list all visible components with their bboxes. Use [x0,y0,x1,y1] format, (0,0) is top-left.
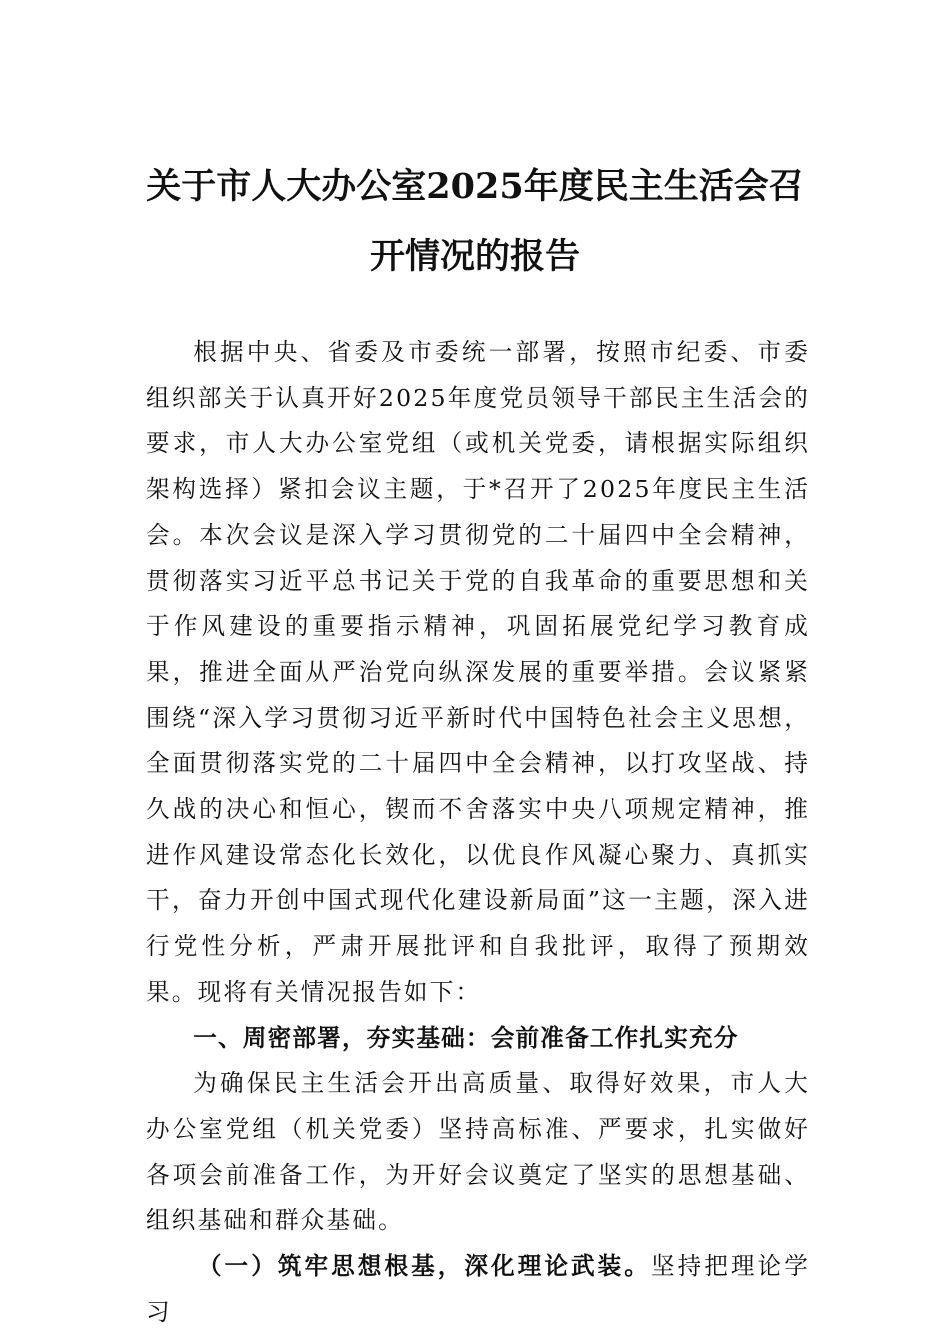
document-title [130,152,820,292]
title-line-2: 开情况的报告 [369,236,580,277]
subsection-heading-1: （一）筑牢思想根基，深化理论武装。 [197,1252,651,1281]
paragraph-preparation: 为确保民主生活会开出高质量、取得好效果，市人大办公室党组（机关党委）坚持高标准、严要求，扎实做好各项会前准备工作，为开好会议奠定了坚实的思想基础、组织基础和群众基础。 [146,1069,810,1235]
subsection-text-start: 坚持把理论学习 [146,1252,810,1326]
section-heading-1: 一、周密部署，夯实基础：会前准备工作扎实充分 [193,1023,739,1052]
document-body [146,330,810,1335]
paragraph-subsection-1 [146,1244,810,1335]
title-line-1: 关于市人大办公室2025年度民主生活会召 [146,166,804,207]
paragraph-intro: 根据中央、省委及市委统一部署，按照市纪委、市委组织部关于认真开好2025年度党员领导干部民主生活会的要求，市人大办公室党组（或机关党委，请根据实际组织架构选择）紧扣会议主题，于*召开了2025年度民主生活会。本次会议是深入学习贯彻党的二十届四中全会精神，贯彻落实习近平总书记关于党的自我革命的重要思想和关于作风建设的重要指示精神，巩固拓展党纪学习教育成果，推进全面从严治党向纵深发展的重要举措。会议紧紧围绕“深入学习贯彻习近平新时代中国特色社会主义思想，全面贯彻落实党的二十届四中全会精神，以打攻坚战、持久战的决心和恒心，锲而不舍落实中央八项规定精神，推进作风建设常态化长效化，以优良作风凝心聚力、真抓实干，奋力开创中国式现代化建设新局面”这一主题，深入进行党性分析，严肃开展批评和自我批评，取得了预期效果。现将有关情况报告如下： [146,338,810,1006]
